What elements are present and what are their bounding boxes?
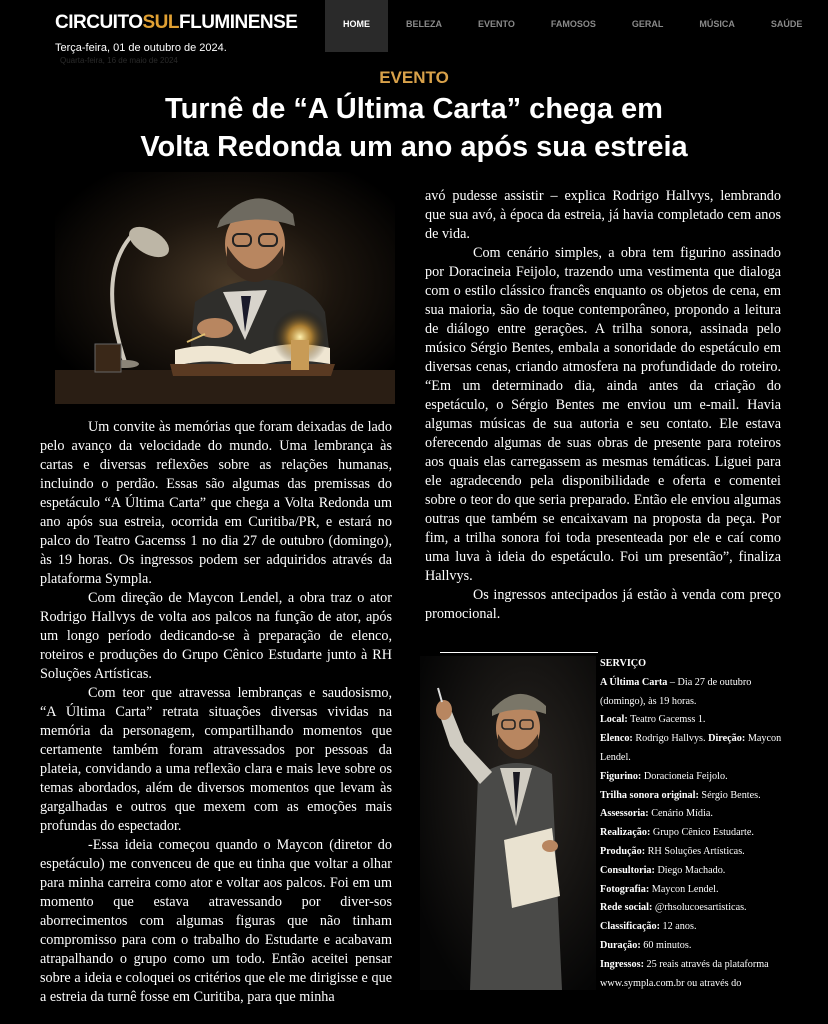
nav-item-home[interactable]: HOME xyxy=(325,0,388,52)
article-title xyxy=(40,90,788,166)
service-item: Figurino: Doracioneia Feijolo. xyxy=(600,770,728,782)
nav-item-famosos[interactable]: FAMOSOS xyxy=(550,19,596,29)
nav-item-musica[interactable]: MÚSICA xyxy=(699,19,735,29)
service-item: Trilha sonora original: Sérgio Bentes. xyxy=(600,789,761,801)
logo-text-fluminense: FLUMINENSE xyxy=(178,12,298,33)
faded-date: Quarta-feira, 16 de maio de 2024 xyxy=(60,56,178,65)
site-logo[interactable] xyxy=(55,12,297,34)
article-paragraph: Os ingressos antecipados já estão à venda com preço promocional. xyxy=(425,587,781,622)
title-line-2: Volta Redonda um ano após sua estreia xyxy=(140,131,688,163)
article-paragraph: Com cenário simples, a obra tem figurino assinado por Doracineia Feijolo, trazendo uma vestimenta que dialoga com o estilo clássico francês enquanto os objetos de cena, em sua maioria, são de toque contemporâneo, propondo a leitura de diálogo entre gerações. A trilha sonora, assinada pelo músico Sérgio Bentes, embala a sonoridade do espetáculo em diversas cenas, criando atmosfera na profundidade do roteiro. “Em um determinado dia, ainda antes da criação do espetáculo, o Sérgio Bentes me enviou um e-mail. Havia algumas músicas de sua autoria e seu contato. Ele estava oferecendo algumas de suas obras de presente para roteiros aos quais elas carregassem as mesmas temáticas. Liguei para ele agradecendo pela disponibilidade e oferta e comentei sobre o teor do que seria preparado. Então ele enviou algumas outras que também se encaixavam na proposta da peça. Por fim, a trilha sonora foi toda presenteada por ele e caí como uma luva à ideia do espetáculo. Foi um presentão”, finaliza Hallvys. xyxy=(425,245,781,584)
service-item: Local: Teatro Gacemss 1. xyxy=(600,714,706,726)
top-bar xyxy=(0,0,828,65)
logo-text-circuito: CIRCUITO xyxy=(55,12,143,33)
service-item: Fotografia: Maycon Lendel. xyxy=(600,883,719,895)
section-label[interactable]: EVENTO xyxy=(379,68,449,87)
article-column-right xyxy=(425,187,781,624)
current-date: Terça-feira, 01 de outubro de 2024. xyxy=(55,42,227,54)
service-item: Rede social: @rhsolucoesartisticas. xyxy=(600,902,747,914)
nav-item-geral[interactable]: GERAL xyxy=(631,19,664,29)
service-box xyxy=(600,655,790,993)
logo-text-sul: SUL xyxy=(142,12,179,33)
service-item: Produção: RH Soluções Artísticas. xyxy=(600,845,745,857)
service-heading: SERVIÇO xyxy=(600,658,647,669)
actor-photo-illustration xyxy=(420,656,596,990)
service-item: Assessoria: Cenário Mídia. xyxy=(600,808,713,820)
article-photo-actor-with-letter xyxy=(420,656,596,990)
nav-item-evento[interactable]: EVENTO xyxy=(478,19,515,29)
nav-item-saude[interactable]: SAÚDE xyxy=(770,19,803,29)
service-divider xyxy=(440,652,598,653)
article-paragraph: Com direção de Maycon Lendel, a obra traz o ator Rodrigo Hallvys de volta aos palcos na função de ator, após um longo período dedicando-se à preparação de elenco, roteiros e produções do Grupo Cênico Estudarte junto à RH Soluções Artísticas. xyxy=(40,590,392,682)
service-item: Duração: 60 minutos. xyxy=(600,939,692,951)
service-item: Classificação: 12 anos. xyxy=(600,921,697,933)
title-line-1: Turnê de “A Última Carta” chega em xyxy=(165,93,663,125)
service-item: Realização: Grupo Cênico Estudarte. xyxy=(600,827,754,839)
article-paragraph: Com teor que atravessa lembranças e saudosismo, “A Última Carta” retrata situações diversas vividas na memória da personagem, compartilhando momentos que certamente também foram atravessados por pessoas da plateia, convidando a uma reflexão clara e mais leve sobre os temas abordados, além de diversos momentos que levam às gargalhadas e outros que mexem com as emoções mais profundas do espectador. xyxy=(40,685,392,834)
article-paragraph: Um convite às memórias que foram deixadas de lado pelo avanço da velocidade do mundo. Uma lembrança às cartas e diversas reflexões sobre as relações humanas, incluindo o perdão. Essas são algumas das premissas do espetáculo “A Última Carta” que chega a Volta Redonda um ano após sua estreia, ocorrida em Curitiba/PR, e estará no palco do Teatro Gacemss 1 no dia 27 de outubro (domingo), às 19 horas. Os ingressos podem ser adquiridos através da plataforma Sympla. xyxy=(40,419,392,587)
main-nav xyxy=(325,0,820,52)
nav-item-beleza[interactable]: BELEZA xyxy=(406,19,442,29)
article-paragraph: avó pudesse assistir – explica Rodrigo Hallvys, lembrando que sua avó, à época da estreia, já havia completado cem anos de vida. xyxy=(425,188,781,242)
service-item: Elenco: Rodrigo Hallvys. Direção: Maycon Lendel. xyxy=(600,733,782,763)
writer-photo-illustration xyxy=(55,172,395,404)
article-paragraph: -Essa ideia começou quando o Maycon (diretor do espetáculo) me convenceu de que eu tinha que voltar a olhar para minha carreira como ator e voltar aos palcos. Foi em um momento que estava atravessando por diver-sos aborrecimentos com algumas figuras que não tinham compromisso para com o trabalho do Estudarte e acabavam atrapalhando o grupo como um todo. Então aceitei pensar sobre a ideia e coloquei os critérios que ele me dirigisse e que a estreia da turnê fosse em Curitiba, para que minha xyxy=(40,837,392,1005)
article-column-left xyxy=(40,418,392,1007)
service-item: Consultoria: Diego Machado. xyxy=(600,864,726,876)
article-photo-writer-at-desk xyxy=(55,172,395,404)
service-item: Ingressos: 25 reais através da plataforma www.sympla.com.br ou através do xyxy=(600,958,769,989)
service-item: A Última Carta – Dia 27 de outubro (domingo), às 19 horas. xyxy=(600,676,752,707)
